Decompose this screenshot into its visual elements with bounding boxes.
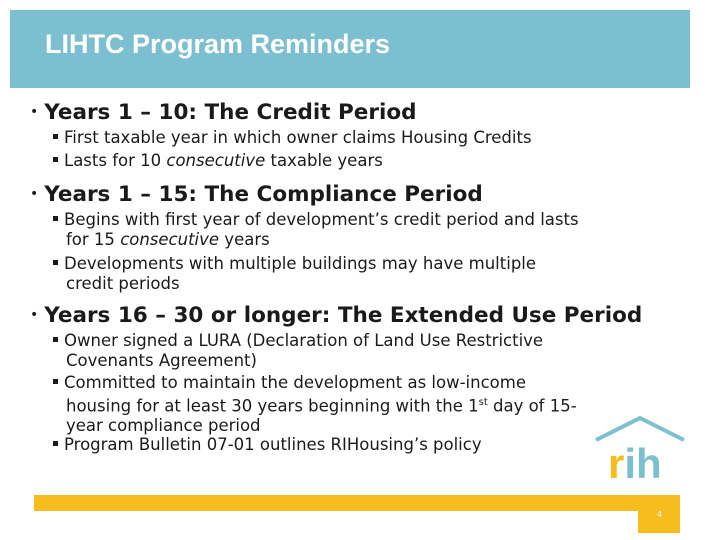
list-item: Committed to maintain the development as low-income housing for at least 30 years beginning with the 1st day of 15- year compliance period [53, 373, 577, 435]
square-bullet-icon [53, 337, 58, 342]
bullet-icon: • [30, 307, 39, 323]
slide-title: LIHTC Program Reminders [45, 29, 391, 59]
list-item: Begins with first year of development’s credit period and lasts for 15 consecutive years [53, 210, 579, 249]
square-bullet-icon [53, 260, 58, 265]
section-heading-credit-period: • Years 1 – 10: The Credit Period [30, 100, 417, 125]
list-item: Program Bulletin 07-01 outlines RIHousing’s policy [53, 435, 482, 455]
bullet-icon: • [30, 104, 39, 120]
square-bullet-icon [53, 379, 58, 384]
list-item: Lasts for 10 consecutive taxable years [53, 151, 383, 171]
bullet-icon: • [30, 186, 39, 202]
square-bullet-icon [53, 441, 58, 446]
list-item: First taxable year in which owner claims Housing Credits [53, 128, 532, 148]
list-item: Developments with multiple buildings may have multiple credit periods [53, 254, 536, 293]
section-heading-compliance-period: • Years 1 – 15: The Compliance Period [30, 182, 483, 207]
square-bullet-icon [53, 157, 58, 162]
footer-bar [34, 495, 680, 511]
square-bullet-icon [53, 216, 58, 221]
section-heading-extended-use-period: • Years 16 – 30 or longer: The Extended Use Period [30, 303, 643, 328]
roof-icon [596, 418, 684, 440]
square-bullet-icon [53, 134, 58, 139]
rihousing-logo [588, 414, 688, 484]
page-number: 4 [657, 510, 663, 519]
list-item: Owner signed a LURA (Declaration of Land Use Restrictive Covenants Agreement) [53, 331, 543, 370]
logo-letter-r: rih [608, 440, 662, 484]
